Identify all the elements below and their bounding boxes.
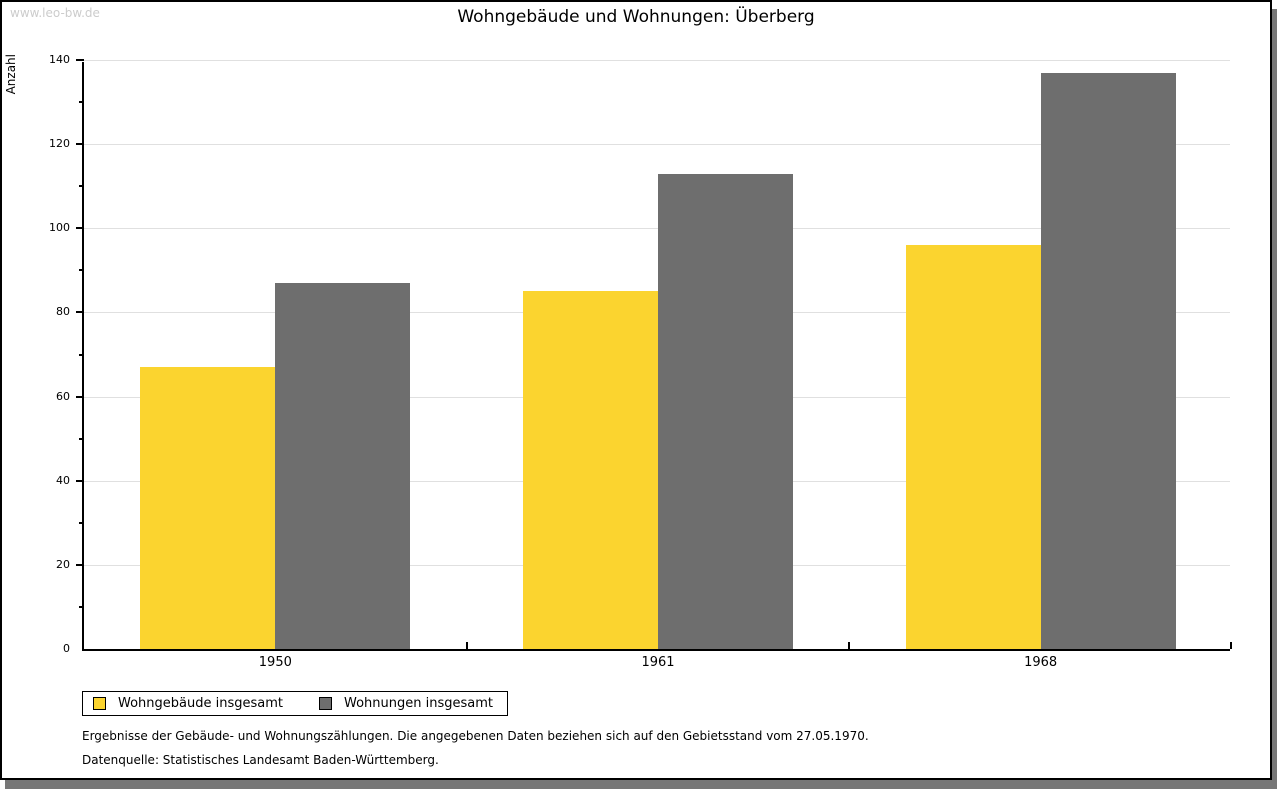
y-tick-label-140: 140 <box>49 53 70 66</box>
category-boundary-tick-1 <box>466 642 468 649</box>
legend <box>82 691 508 716</box>
y-tick-label-0: 0 <box>63 642 70 655</box>
y-tick-30 <box>79 522 84 524</box>
y-axis-title: Anzahl <box>4 54 18 95</box>
y-tick-130 <box>79 101 84 103</box>
legend-label-wohnungen: Wohnungen insgesamt <box>344 696 493 711</box>
bar-1968-series0 <box>906 245 1041 649</box>
footnote-data-source: Datenquelle: Statistisches Landesamt Baden-Württemberg. <box>82 753 439 767</box>
category-boundary-tick-2 <box>848 642 850 649</box>
y-tick-140 <box>76 59 84 61</box>
y-tick-10 <box>79 606 84 608</box>
bar-1961-series0 <box>523 291 658 649</box>
gridline-140 <box>84 60 1230 61</box>
bar-1961-series1 <box>658 174 793 649</box>
y-tick-60 <box>76 396 84 398</box>
y-tick-label-100: 100 <box>49 221 70 235</box>
category-label-1961: 1961 <box>641 655 675 670</box>
legend-item-wohnungen <box>319 696 493 711</box>
chart-title: Wohngebäude und Wohnungen: Überberg <box>457 7 815 27</box>
y-tick-50 <box>79 438 84 440</box>
legend-swatch-yellow <box>93 697 106 710</box>
legend-label-wohngebaeude: Wohngebäude insgesamt <box>118 696 283 711</box>
y-tick-110 <box>79 185 84 187</box>
y-tick-label-80: 80 <box>56 305 70 319</box>
y-tick-label-120: 120 <box>49 137 70 151</box>
y-tick-label-40: 40 <box>56 473 70 487</box>
watermark: www.leo-bw.de <box>10 6 100 20</box>
y-tick-100 <box>76 227 84 229</box>
plot-area <box>49 53 1230 670</box>
axis-end-tick <box>1230 642 1232 649</box>
y-tick-label-60: 60 <box>56 389 70 403</box>
bar-1950-series0 <box>140 367 275 649</box>
bar-1968-series1 <box>1041 73 1176 649</box>
y-tick-20 <box>76 564 84 566</box>
category-label-1968: 1968 <box>1024 655 1058 670</box>
y-tick-40 <box>76 480 84 482</box>
legend-item-wohngebaeude <box>93 696 283 711</box>
bar-1950-series1 <box>275 283 410 649</box>
y-tick-label-20: 20 <box>56 557 70 571</box>
footnote-source-note: Ergebnisse der Gebäude- und Wohnungszählungen. Die angegebenen Daten beziehen sich auf den Gebietsstand vom 27.05.1970. <box>82 729 869 743</box>
legend-swatch-gray <box>319 697 332 710</box>
y-tick-120 <box>76 143 84 145</box>
category-label-1950: 1950 <box>258 655 292 670</box>
y-tick-70 <box>79 354 84 356</box>
y-tick-90 <box>79 269 84 271</box>
y-tick-80 <box>76 311 84 313</box>
